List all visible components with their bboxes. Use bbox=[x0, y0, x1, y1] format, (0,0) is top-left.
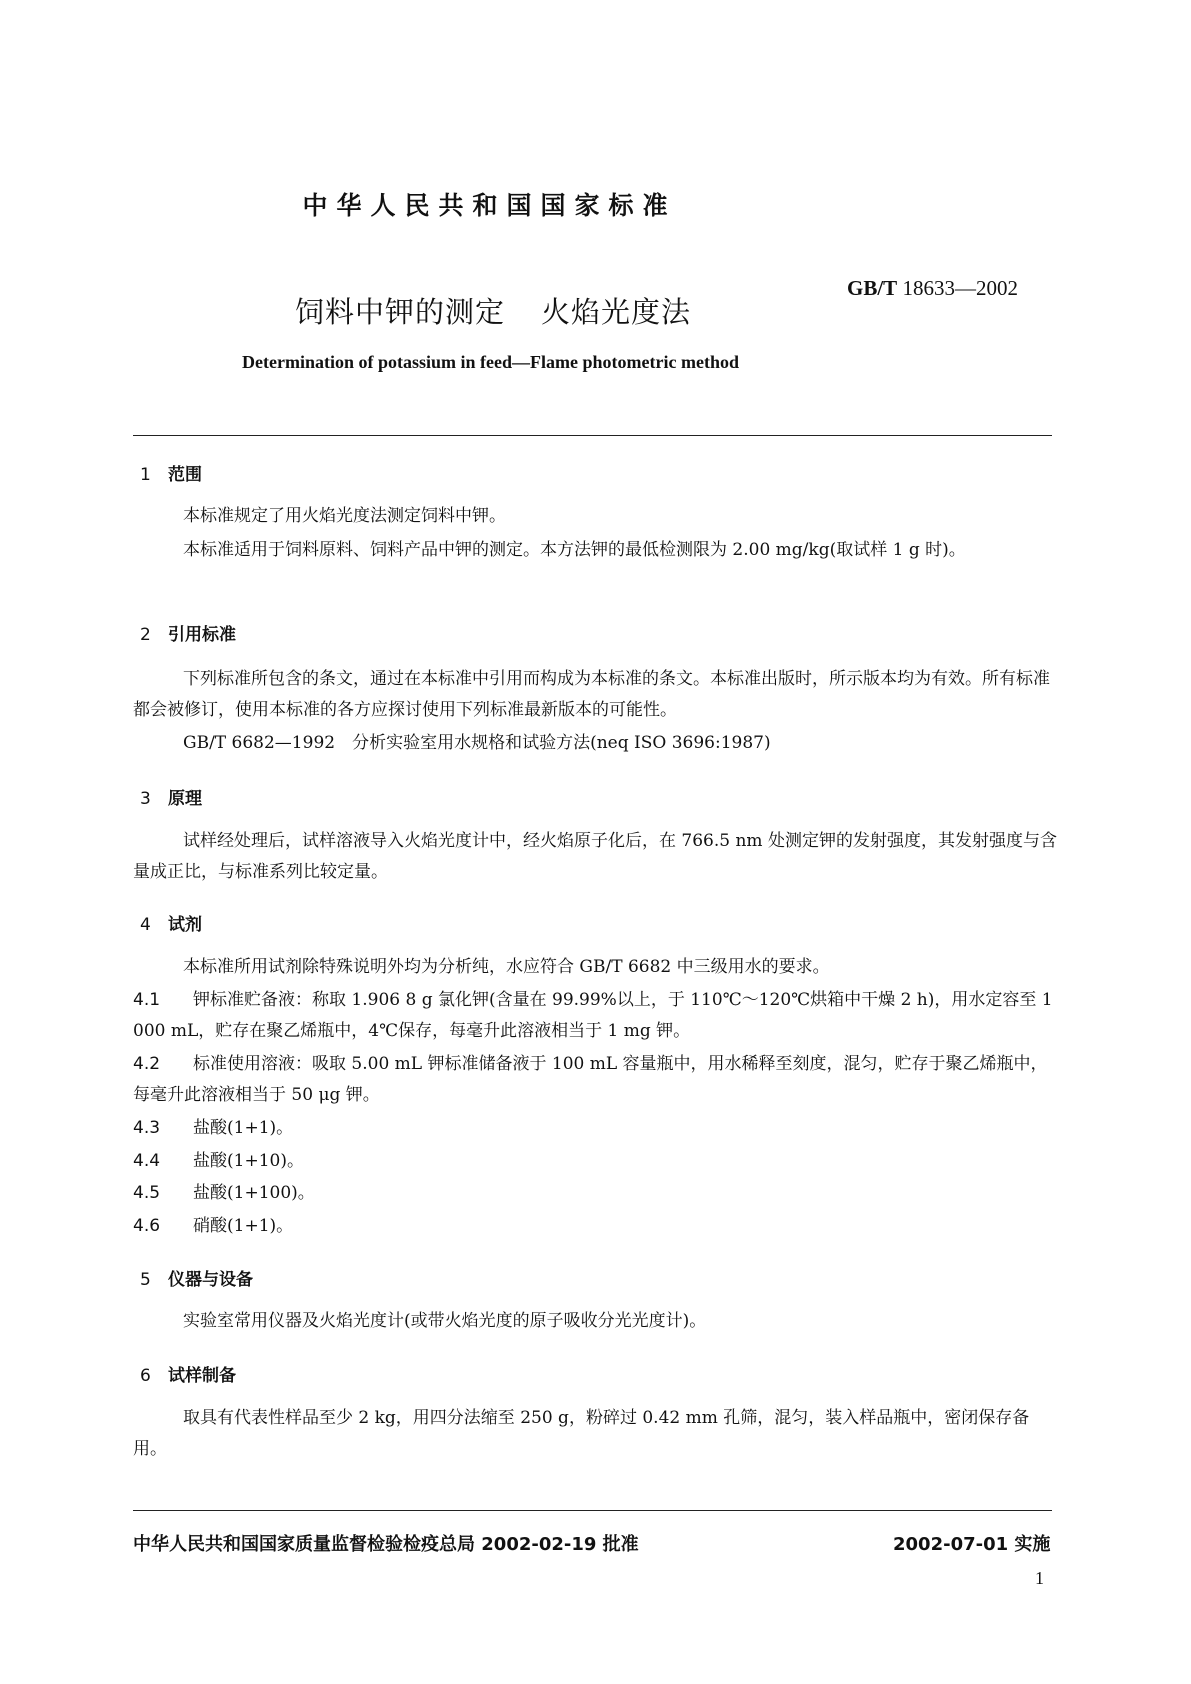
section-title: 引用标准 bbox=[168, 625, 236, 645]
standard-code bbox=[847, 276, 1018, 301]
list-item bbox=[133, 1211, 1058, 1242]
paragraph: 实验室常用仪器及火焰光度计(或带火焰光度的原子吸收分光光度计)。 bbox=[183, 1311, 707, 1331]
section-number: 1 bbox=[140, 465, 151, 485]
section-title: 范围 bbox=[168, 465, 202, 485]
section-number: 4 bbox=[140, 915, 151, 935]
section-title: 原理 bbox=[168, 789, 202, 809]
paragraph: 下列标准所包含的条文，通过在本标准中引用而构成为本标准的条文。本标准出版时，所示版本均为有效。所有标准都会被修订，使用本标准的各方应探讨使用下列标准最新版本的可能性。 bbox=[133, 669, 1050, 720]
section-number: 6 bbox=[140, 1366, 151, 1386]
item-number: 4.2 bbox=[133, 1054, 161, 1074]
reference-line: GB/T 6682—1992 分析实验室用水规格和试验方法(neq ISO 3696:1987) bbox=[183, 733, 771, 753]
standard-code-number: 18633—2002 bbox=[902, 276, 1018, 300]
section-number: 5 bbox=[140, 1270, 151, 1290]
effective-date: 2002-07-01 实施 bbox=[893, 1534, 1051, 1555]
document-title-en: Determination of potassium in feed—Flame photometric method bbox=[242, 352, 739, 372]
item-text: 盐酸(1+100)。 bbox=[193, 1183, 315, 1203]
section-heading-1 bbox=[140, 460, 202, 485]
issuer-approval: 中华人民共和国国家质量监督检验检疫总局 2002-02-19 批准 bbox=[133, 1534, 639, 1555]
page-number: 1 bbox=[1035, 1568, 1044, 1588]
section-heading-3 bbox=[140, 784, 202, 809]
paragraph: 试样经处理后，试样溶液导入火焰光度计中，经火焰原子化后，在 766.5 nm 处测定钾的发射强度，其发射强度与含量成正比，与标准系列比较定量。 bbox=[133, 831, 1057, 882]
list-item bbox=[133, 1049, 1058, 1111]
list-item bbox=[133, 1113, 1058, 1144]
section-heading-2 bbox=[140, 620, 236, 645]
national-standard-heading: 中华人民共和国国家标准 bbox=[302, 191, 677, 220]
header-divider bbox=[133, 435, 1052, 436]
section-title: 试剂 bbox=[168, 915, 202, 935]
footer-divider bbox=[133, 1510, 1052, 1511]
list-item bbox=[133, 1178, 1058, 1209]
item-text: 钾标准贮备液：称取 1.906 8 g 氯化钾(含量在 99.99%以上，于 110℃～120℃烘箱中干燥 2 h)，用水定容至 1 000 mL，贮存在聚乙烯瓶中，4℃保存，每毫升此溶液相当于 1 mg 钾。 bbox=[133, 990, 1053, 1041]
title-cn-part1: 饲料中钾的测定 bbox=[295, 295, 506, 329]
document-title-cn bbox=[295, 290, 691, 331]
item-number: 4.6 bbox=[133, 1216, 161, 1236]
item-text: 硝酸(1+1)。 bbox=[193, 1216, 294, 1236]
list-item bbox=[133, 1146, 1058, 1177]
section-number: 2 bbox=[140, 625, 151, 645]
paragraph: 本标准适用于饲料原料、饲料产品中钾的测定。本方法钾的最低检测限为 2.00 mg/kg(取试样 1 g 时)。 bbox=[183, 540, 966, 560]
standard-code-prefix: GB/T bbox=[847, 276, 898, 300]
section-heading-5 bbox=[140, 1265, 253, 1290]
item-number: 4.3 bbox=[133, 1118, 161, 1138]
item-number: 4.4 bbox=[133, 1151, 161, 1171]
item-text: 标准使用溶液：吸取 5.00 mL 钾标准储备液于 100 mL 容量瓶中，用水稀释至刻度，混匀，贮存于聚乙烯瓶中，每毫升此溶液相当于 50 μg 钾。 bbox=[133, 1054, 1048, 1105]
section-title: 仪器与设备 bbox=[168, 1270, 253, 1290]
section-heading-6 bbox=[140, 1361, 236, 1386]
section-heading-4 bbox=[140, 910, 202, 935]
item-text: 盐酸(1+1)。 bbox=[193, 1118, 294, 1138]
paragraph: 本标准所用试剂除特殊说明外均为分析纯，水应符合 GB/T 6682 中三级用水的要求。 bbox=[183, 957, 830, 977]
item-number: 4.1 bbox=[133, 990, 161, 1010]
title-cn-part2: 火焰光度法 bbox=[541, 295, 692, 329]
list-item bbox=[133, 985, 1058, 1047]
paragraph: 本标准规定了用火焰光度法测定饲料中钾。 bbox=[183, 506, 506, 526]
item-number: 4.5 bbox=[133, 1183, 161, 1203]
section-title: 试样制备 bbox=[168, 1366, 236, 1386]
section-number: 3 bbox=[140, 789, 151, 809]
paragraph: 取具有代表性样品至少 2 kg，用四分法缩至 250 g，粉碎过 0.42 mm 孔筛，混匀，装入样品瓶中，密闭保存备用。 bbox=[133, 1408, 1030, 1459]
item-text: 盐酸(1+10)。 bbox=[193, 1151, 304, 1171]
